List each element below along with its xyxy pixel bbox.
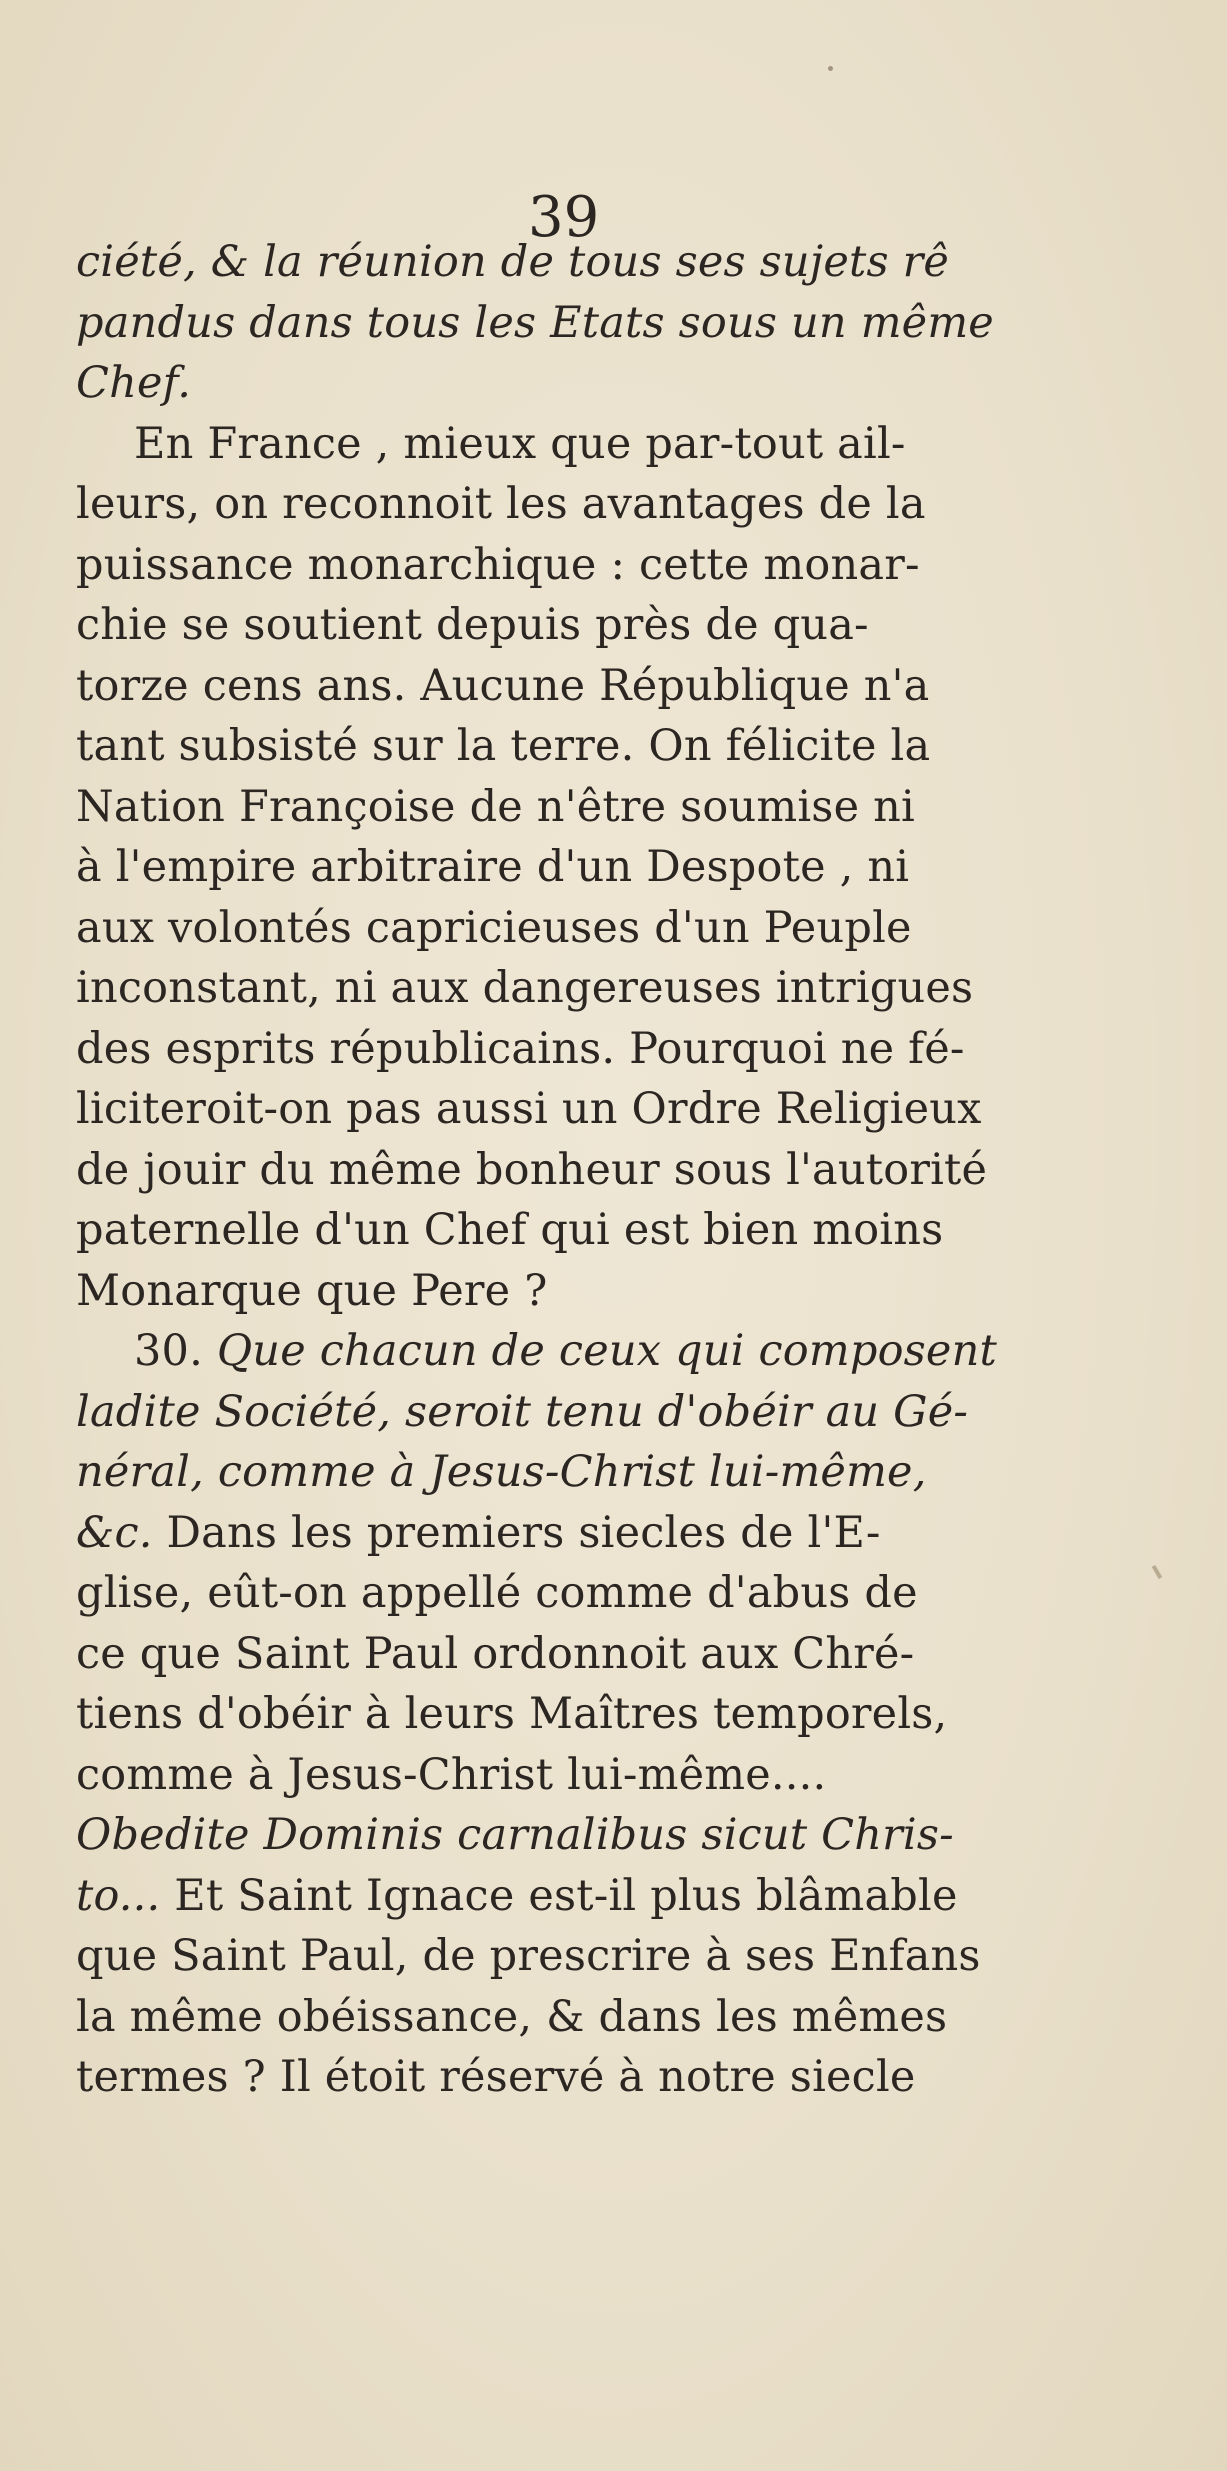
roman-text: la même obéissance, & dans les mêmes — [76, 1991, 948, 2042]
text-line — [76, 1745, 1076, 1806]
text-line — [76, 716, 1076, 777]
page-number: 39 — [528, 185, 600, 250]
paper-speck — [1152, 1565, 1162, 1579]
text-line — [76, 1382, 1076, 1443]
paper-speck — [828, 66, 833, 71]
roman-text: Monarque que Pere ? — [76, 1265, 548, 1316]
roman-text: aux volontés capricieuses d'un Peuple — [76, 902, 912, 953]
text-line — [76, 1140, 1076, 1201]
body-text — [76, 232, 1076, 2108]
text-line — [76, 1563, 1076, 1624]
roman-text: Dans les premiers siecles de l'E- — [152, 1507, 881, 1558]
text-line — [76, 535, 1076, 596]
text-line — [76, 2047, 1076, 2108]
italic-text: néral, comme à Jesus-Christ lui-même, — [76, 1447, 927, 1497]
text-line — [76, 1200, 1076, 1261]
roman-text: ce que Saint Paul ordonnoit aux Chré- — [76, 1628, 915, 1679]
roman-text: Nation Françoise de n'être soumise ni — [76, 781, 915, 832]
roman-text: que Saint Paul, de prescrire à ses Enfans — [76, 1931, 981, 1981]
roman-text: leurs, on reconnoit les avantages de la — [76, 479, 926, 529]
roman-text: tiens d'obéir à leurs Maîtres temporels, — [76, 1689, 948, 1739]
text-line — [76, 595, 1076, 656]
text-line — [76, 1684, 1076, 1745]
text-line — [76, 837, 1076, 898]
italic-text: ladite Société, seroit tenu d'obéir au Gé- — [76, 1386, 969, 1437]
text-line — [76, 1321, 1076, 1382]
roman-text: termes ? Il étoit réservé à notre siecle — [76, 2052, 916, 2102]
roman-text: 30. — [134, 1326, 217, 1376]
roman-text: puissance monarchique : cette monar- — [76, 539, 920, 590]
roman-text: torze cens ans. Aucune République n'a — [76, 660, 930, 711]
italic-text: Chef. — [76, 358, 192, 408]
italic-text: &c. — [76, 1507, 153, 1558]
text-line — [76, 777, 1076, 838]
roman-text: Et Saint Ignace est-il plus blâmable — [160, 1870, 958, 1921]
text-line — [76, 232, 1076, 293]
italic-text: pandus dans tous les Etats sous un même — [76, 297, 994, 348]
text-line — [76, 414, 1076, 475]
text-line — [76, 1503, 1076, 1564]
roman-text: à l'empire arbitraire d'un Despote , ni — [76, 842, 910, 892]
text-line — [76, 1261, 1076, 1322]
text-line — [76, 1987, 1076, 2048]
italic-text: to... — [76, 1870, 161, 1921]
roman-text: inconstant, ni aux dangereuses intrigues — [76, 963, 974, 1013]
text-line — [76, 1926, 1076, 1987]
italic-text: Obedite Dominis carnalibus sicut Chris- — [76, 1810, 954, 1860]
roman-text: comme à Jesus-Christ lui-même.... — [76, 1749, 827, 1800]
text-line — [76, 474, 1076, 535]
text-line — [76, 898, 1076, 959]
text-line — [76, 1442, 1076, 1503]
text-line — [76, 1019, 1076, 1080]
roman-text: liciteroit-on pas aussi un Ordre Religieux — [76, 1084, 982, 1134]
text-line — [76, 958, 1076, 1019]
text-line — [76, 1805, 1076, 1866]
roman-text: tant subsisté sur la terre. On félicite la — [76, 721, 931, 771]
text-line — [76, 353, 1076, 414]
text-line — [76, 1624, 1076, 1685]
italic-text: ciété, & la réunion de tous ses sujets rê — [76, 237, 949, 287]
roman-text: de jouir du même bonheur sous l'autorité — [76, 1144, 988, 1195]
roman-text: des esprits républicains. Pourquoi ne fé- — [76, 1023, 965, 1074]
roman-text: chie se soutient depuis près de qua- — [76, 600, 869, 650]
roman-text: En France , mieux que par-tout ail- — [134, 418, 906, 469]
text-line — [76, 656, 1076, 717]
text-line — [76, 293, 1076, 354]
text-line — [76, 1079, 1076, 1140]
text-line — [76, 1866, 1076, 1927]
italic-text: Que chacun de ceux qui composent — [216, 1326, 997, 1376]
roman-text: paternelle d'un Chef qui est bien moins — [76, 1205, 944, 1255]
roman-text: glise, eût-on appellé comme d'abus de — [76, 1568, 918, 1618]
